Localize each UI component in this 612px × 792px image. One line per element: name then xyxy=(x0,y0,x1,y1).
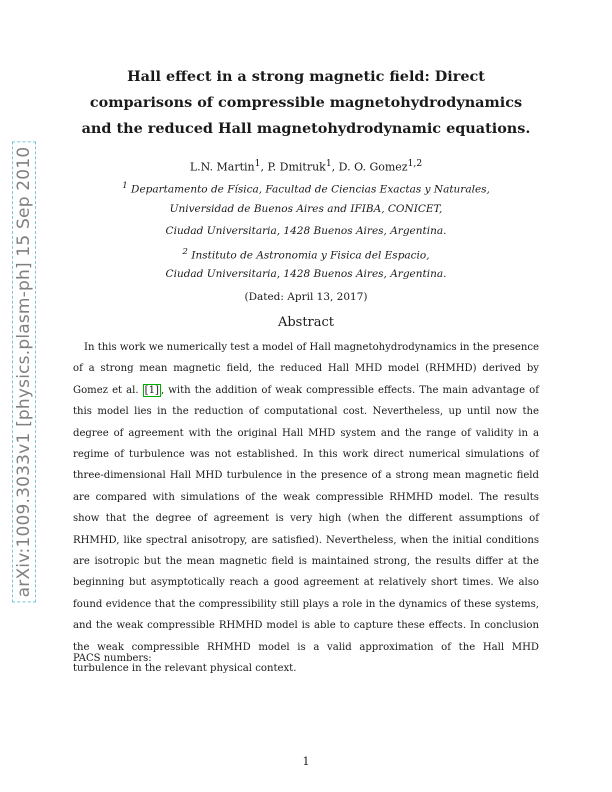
author-name: L.N. Martin xyxy=(189,160,255,174)
paper-title: Hall effect in a strong magnetic field: Direct comparisons of compressible magnetohydrodynamics and the reduced Hall magnetohydrodynamic equations. xyxy=(81,68,531,137)
affiliation-number: 1 xyxy=(122,181,128,191)
pacs-numbers: PACS numbers: xyxy=(73,653,152,664)
abstract-text-part-2: , with the addition of weak compressible effects. The main advantage of this model lies in the reduction of computational cost. Nevertheless, up until now the degree of agreement with the original Hall MHD system and the range of validity in a regime of turbulence was not established. In this work direct numerical simulations of three-dimensional Hall MHD turbulence in the presence of a strong mean magnetic field are compared with simulations of the weak compressible RHMHD model. The results show that the degree of agreement is very high (when the different assumptions of RHMHD, like spectral anisotropy, are satisfied). Nevertheless, when the initial conditions are isotropic but the mean magnetic field is maintained strong, the results differ at the beginning but asymptotically reach a good agreement at relatively short times. We also found evidence that the compressibility still plays a role in the dynamics of these systems, and the weak compressible RHMHD model is able to capture these effects. In conclusion the weak compressible RHMHD model is a valid approximation of the Hall MHD turbulence in the relevant physical context. xyxy=(73,384,539,675)
abstract-body xyxy=(73,337,539,680)
abstract-text-part-1: In this work we numerically test a model of Hall magnetohydrodynamics in the presence of a strong mean magnetic field, the reduced Hall MHD model (RHMHD) derived by Gomez et al. xyxy=(73,342,539,396)
affiliation-2-line-2: Ciudad Universitaria, 1428 Buenos Aires, Argentina. xyxy=(165,268,447,280)
arxiv-stamp-text[interactable]: arXiv:1009.3033v1 [physics.plasm-ph] 15 Sep 2010 xyxy=(12,142,36,603)
author-name: D. O. Gomez xyxy=(338,160,408,174)
affiliation-text: Departamento de Física, Facultad de Ciencias Exactas y Naturales, xyxy=(131,183,490,196)
affiliation-2-line-1 xyxy=(90,247,522,262)
author-affiliation-mark: 1 xyxy=(325,158,332,169)
affiliation-1-line-1 xyxy=(90,181,522,196)
author-name: P. Dmitruk xyxy=(267,160,326,174)
page-number: 1 xyxy=(302,755,310,768)
author-separator: , xyxy=(331,160,339,174)
abstract-heading: Abstract xyxy=(277,315,335,330)
affiliation-1-line-3: Ciudad Universitaria, 1428 Buenos Aires, Argentina. xyxy=(165,225,447,237)
author-affiliation-mark: 1 xyxy=(254,158,261,169)
affiliation-text: Instituto de Astronomia y Fisica del Espacio, xyxy=(191,249,430,262)
author-list xyxy=(100,158,512,174)
author-separator: , xyxy=(260,160,268,174)
arxiv-stamp xyxy=(6,146,42,598)
affiliation-number: 2 xyxy=(182,247,188,257)
dated-line: (Dated: April 13, 2017) xyxy=(244,291,368,303)
citation-link[interactable]: [1] xyxy=(144,384,159,396)
author-affiliation-mark: 1,2 xyxy=(407,158,423,169)
affiliation-1-line-2: Universidad de Buenos Aires and IFIBA, CONICET, xyxy=(169,203,443,215)
